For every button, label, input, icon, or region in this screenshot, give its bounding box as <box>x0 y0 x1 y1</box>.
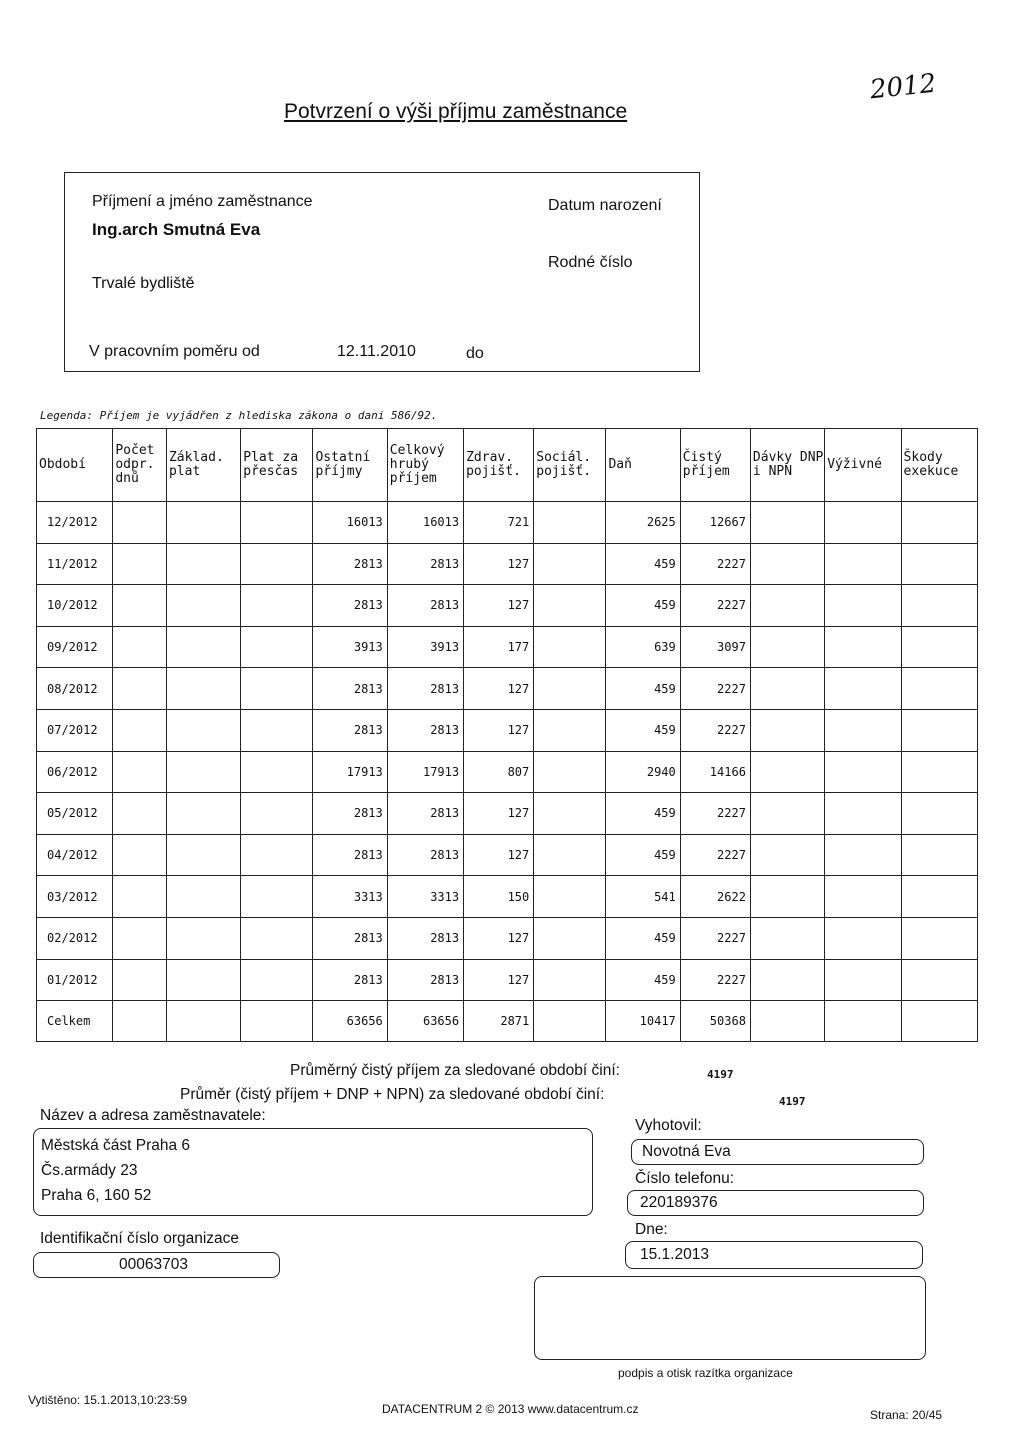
cell-health: 127 <box>464 543 534 585</box>
cell-gross: 2813 <box>387 668 463 710</box>
cell-damages <box>901 626 977 668</box>
employer-line2: Čs.armády 23 <box>41 1162 138 1179</box>
cell-benefits <box>750 1001 824 1042</box>
org-id-value: 00063703 <box>119 1256 188 1273</box>
cell-alimony <box>825 751 901 793</box>
cell-social <box>534 626 606 668</box>
cell-gross: 2813 <box>387 585 463 627</box>
cell-social <box>534 543 606 585</box>
employee-name-label: Příjmení a jméno zaměstnance <box>92 193 313 210</box>
cell-tax: 459 <box>606 834 680 876</box>
cell-health: 127 <box>464 959 534 1001</box>
cell-base <box>166 959 240 1001</box>
cell-gross: 2813 <box>387 709 463 751</box>
cell-alimony <box>825 543 901 585</box>
cell-social <box>534 834 606 876</box>
cell-days <box>113 668 167 710</box>
cell-benefits <box>750 834 824 876</box>
income-table <box>36 428 978 1042</box>
cell-health: 127 <box>464 917 534 959</box>
cell-other: 63656 <box>313 1001 387 1042</box>
col-benefits: Dávky DNP i NPN <box>750 429 824 502</box>
employer-line3: Praha 6, 160 52 <box>41 1187 152 1204</box>
cell-overtime <box>241 585 313 627</box>
cell-overtime <box>241 626 313 668</box>
employment-from: 12.11.2010 <box>337 343 416 360</box>
cell-gross: 2813 <box>387 834 463 876</box>
cell-other: 16013 <box>313 502 387 544</box>
cell-base <box>166 502 240 544</box>
col-damages: Škody exekuce <box>901 429 977 502</box>
cell-period: 09/2012 <box>37 626 113 668</box>
cell-other: 2813 <box>313 917 387 959</box>
cell-net: 2227 <box>680 543 750 585</box>
cell-gross: 3313 <box>387 876 463 918</box>
cell-tax: 459 <box>606 959 680 1001</box>
date-value: 15.1.2013 <box>640 1246 709 1263</box>
cell-benefits <box>750 585 824 627</box>
page-number: Strana: 20/45 <box>870 1408 943 1422</box>
cell-social <box>534 959 606 1001</box>
printed-timestamp: Vytištěno: 15.1.2013,10:23:59 <box>28 1393 188 1407</box>
employee-info-box <box>64 172 700 372</box>
cell-benefits <box>750 959 824 1001</box>
cell-other: 2813 <box>313 543 387 585</box>
cell-social <box>534 709 606 751</box>
cell-gross: 63656 <box>387 1001 463 1042</box>
cell-overtime <box>241 959 313 1001</box>
cell-other: 17913 <box>313 751 387 793</box>
cell-alimony <box>825 668 901 710</box>
col-alimony: Výživné <box>825 429 901 502</box>
employer-line1: Městská část Praha 6 <box>41 1137 191 1154</box>
table-row <box>37 751 978 793</box>
cell-damages <box>901 502 977 544</box>
cell-overtime <box>241 543 313 585</box>
cell-net: 2227 <box>680 709 750 751</box>
cell-period: 03/2012 <box>37 876 113 918</box>
cell-damages <box>901 668 977 710</box>
employment-label: V pracovním poměru od <box>89 343 260 360</box>
cell-net: 3097 <box>680 626 750 668</box>
cell-gross: 2813 <box>387 917 463 959</box>
cell-other: 3913 <box>313 626 387 668</box>
cell-tax: 459 <box>606 793 680 835</box>
cell-alimony <box>825 793 901 835</box>
cell-tax: 10417 <box>606 1001 680 1042</box>
cell-alimony <box>825 1001 901 1042</box>
cell-net: 2227 <box>680 585 750 627</box>
cell-social <box>534 876 606 918</box>
cell-social <box>534 917 606 959</box>
col-overtime: Plat za přesčas <box>241 429 313 502</box>
table-row <box>37 626 978 668</box>
cell-period: 05/2012 <box>37 793 113 835</box>
table-row <box>37 502 978 544</box>
average-net-value: 4197 <box>707 1068 734 1081</box>
cell-period: 10/2012 <box>37 585 113 627</box>
cell-other: 2813 <box>313 585 387 627</box>
cell-social <box>534 1001 606 1042</box>
cell-net: 2227 <box>680 668 750 710</box>
cell-alimony <box>825 502 901 544</box>
col-tax: Daň <box>606 429 680 502</box>
cell-days <box>113 793 167 835</box>
cell-gross: 2813 <box>387 543 463 585</box>
cell-other: 2813 <box>313 959 387 1001</box>
cell-period: 01/2012 <box>37 959 113 1001</box>
cell-tax: 459 <box>606 917 680 959</box>
cell-benefits <box>750 709 824 751</box>
cell-net: 50368 <box>680 1001 750 1042</box>
org-id-label: Identifikační číslo organizace <box>40 1230 240 1247</box>
col-net-income: Čistý příjem <box>680 429 750 502</box>
cell-overtime <box>241 751 313 793</box>
cell-damages <box>901 876 977 918</box>
address-label: Trvalé bydliště <box>92 275 195 292</box>
cell-gross: 17913 <box>387 751 463 793</box>
cell-overtime <box>241 502 313 544</box>
cell-days <box>113 626 167 668</box>
cell-overtime <box>241 917 313 959</box>
signature-label: podpis a otisk razítka organizace <box>618 1366 793 1380</box>
birth-number-label: Rodné číslo <box>548 254 633 271</box>
cell-net: 2227 <box>680 917 750 959</box>
table-row <box>37 876 978 918</box>
cell-days <box>113 917 167 959</box>
cell-tax: 459 <box>606 543 680 585</box>
employment-to-label: do <box>466 345 484 362</box>
cell-period: 04/2012 <box>37 834 113 876</box>
cell-base <box>166 751 240 793</box>
cell-period: 02/2012 <box>37 917 113 959</box>
cell-damages <box>901 543 977 585</box>
birth-date-label: Datum narození <box>548 197 662 214</box>
prepared-by-label: Vyhotovil: <box>635 1117 702 1134</box>
cell-alimony <box>825 626 901 668</box>
cell-days <box>113 1001 167 1042</box>
cell-benefits <box>750 751 824 793</box>
cell-other: 2813 <box>313 709 387 751</box>
phone-value: 220189376 <box>640 1194 718 1211</box>
cell-gross: 2813 <box>387 793 463 835</box>
col-health-insurance: Zdrav. pojišť. <box>464 429 534 502</box>
cell-damages <box>901 834 977 876</box>
page-title: Potvrzení o výši příjmu zaměstnance <box>284 100 628 123</box>
cell-overtime <box>241 709 313 751</box>
cell-other: 2813 <box>313 668 387 710</box>
col-base-salary: Základ. plat <box>166 429 240 502</box>
cell-health: 177 <box>464 626 534 668</box>
cell-health: 127 <box>464 834 534 876</box>
cell-overtime <box>241 668 313 710</box>
cell-alimony <box>825 709 901 751</box>
cell-health: 127 <box>464 709 534 751</box>
cell-health: 2871 <box>464 1001 534 1042</box>
cell-days <box>113 585 167 627</box>
cell-base <box>166 543 240 585</box>
cell-health: 127 <box>464 793 534 835</box>
cell-days <box>113 502 167 544</box>
employer-address-box <box>33 1128 593 1216</box>
cell-overtime <box>241 876 313 918</box>
cell-damages <box>901 917 977 959</box>
cell-benefits <box>750 668 824 710</box>
cell-net: 2227 <box>680 834 750 876</box>
table-header-row <box>37 429 978 502</box>
cell-social <box>534 585 606 627</box>
cell-net: 2227 <box>680 793 750 835</box>
cell-other: 2813 <box>313 793 387 835</box>
cell-health: 127 <box>464 585 534 627</box>
cell-overtime <box>241 793 313 835</box>
cell-days <box>113 751 167 793</box>
cell-period: 06/2012 <box>37 751 113 793</box>
cell-base <box>166 585 240 627</box>
cell-tax: 639 <box>606 626 680 668</box>
cell-period: Celkem <box>37 1001 113 1042</box>
cell-social <box>534 502 606 544</box>
cell-tax: 2940 <box>606 751 680 793</box>
cell-other: 2813 <box>313 834 387 876</box>
cell-period: 07/2012 <box>37 709 113 751</box>
cell-social <box>534 751 606 793</box>
cell-net: 12667 <box>680 502 750 544</box>
table-row <box>37 917 978 959</box>
date-label: Dne: <box>635 1221 668 1238</box>
average-net-label: Průměrný čistý příjem za sledované období činí: <box>290 1062 620 1079</box>
cell-alimony <box>825 917 901 959</box>
col-period: Období <box>37 429 113 502</box>
cell-base <box>166 626 240 668</box>
cell-damages <box>901 751 977 793</box>
cell-alimony <box>825 834 901 876</box>
phone-label: Číslo telefonu: <box>635 1170 735 1187</box>
cell-social <box>534 793 606 835</box>
average-combined-label: Průměr (čistý příjem + DNP + NPN) za sledované období činí: <box>180 1086 605 1103</box>
handwritten-year-mark: 2012 <box>868 68 938 106</box>
date-box <box>625 1241 923 1269</box>
cell-health: 721 <box>464 502 534 544</box>
cell-benefits <box>750 876 824 918</box>
software-credit: DATACENTRUM 2 © 2013 www.datacentrum.cz <box>382 1402 639 1416</box>
cell-benefits <box>750 626 824 668</box>
cell-benefits <box>750 543 824 585</box>
cell-alimony <box>825 959 901 1001</box>
cell-net: 2227 <box>680 959 750 1001</box>
col-other-income: Ostatní příjmy <box>313 429 387 502</box>
table-row <box>37 793 978 835</box>
employee-name: Ing.arch Smutná Eva <box>92 220 261 239</box>
cell-damages <box>901 709 977 751</box>
table-row <box>37 668 978 710</box>
cell-benefits <box>750 793 824 835</box>
cell-tax: 2625 <box>606 502 680 544</box>
cell-alimony <box>825 876 901 918</box>
cell-health: 150 <box>464 876 534 918</box>
cell-overtime <box>241 834 313 876</box>
cell-tax: 459 <box>606 709 680 751</box>
cell-net: 2622 <box>680 876 750 918</box>
signature-box <box>534 1276 926 1360</box>
cell-period: 11/2012 <box>37 543 113 585</box>
cell-base <box>166 793 240 835</box>
cell-overtime <box>241 1001 313 1042</box>
cell-days <box>113 834 167 876</box>
table-row <box>37 543 978 585</box>
cell-other: 3313 <box>313 876 387 918</box>
cell-days <box>113 876 167 918</box>
cell-health: 807 <box>464 751 534 793</box>
col-gross-income: Celkový hrubý příjem <box>387 429 463 502</box>
cell-benefits <box>750 502 824 544</box>
cell-damages <box>901 1001 977 1042</box>
prepared-by-box <box>631 1139 924 1165</box>
cell-days <box>113 709 167 751</box>
legend-note: Legenda: Příjem je vyjádřen z hlediska zákona o dani 586/92. <box>40 409 438 422</box>
cell-base <box>166 917 240 959</box>
cell-gross: 2813 <box>387 959 463 1001</box>
employer-label: Název a adresa zaměstnavatele: <box>40 1107 266 1124</box>
cell-gross: 3913 <box>387 626 463 668</box>
table-row <box>37 834 978 876</box>
cell-days <box>113 959 167 1001</box>
cell-tax: 541 <box>606 876 680 918</box>
cell-period: 08/2012 <box>37 668 113 710</box>
cell-days <box>113 543 167 585</box>
cell-benefits <box>750 917 824 959</box>
table-row <box>37 959 978 1001</box>
cell-damages <box>901 959 977 1001</box>
cell-net: 14166 <box>680 751 750 793</box>
cell-tax: 459 <box>606 585 680 627</box>
cell-health: 127 <box>464 668 534 710</box>
cell-base <box>166 834 240 876</box>
table-row <box>37 709 978 751</box>
cell-base <box>166 1001 240 1042</box>
prepared-by-value: Novotná Eva <box>642 1143 731 1160</box>
cell-social <box>534 668 606 710</box>
cell-gross: 16013 <box>387 502 463 544</box>
cell-base <box>166 876 240 918</box>
cell-base <box>166 709 240 751</box>
org-id-box <box>33 1252 280 1278</box>
cell-base <box>166 668 240 710</box>
table-row <box>37 585 978 627</box>
phone-box <box>627 1190 924 1216</box>
cell-alimony <box>825 585 901 627</box>
average-combined-value: 4197 <box>779 1095 806 1108</box>
cell-damages <box>901 793 977 835</box>
col-social-insurance: Sociál. pojišť. <box>534 429 606 502</box>
cell-tax: 459 <box>606 668 680 710</box>
cell-damages <box>901 585 977 627</box>
cell-period: 12/2012 <box>37 502 113 544</box>
col-days: Počet odpr. dnů <box>113 429 167 502</box>
table-total-row <box>37 1001 978 1042</box>
